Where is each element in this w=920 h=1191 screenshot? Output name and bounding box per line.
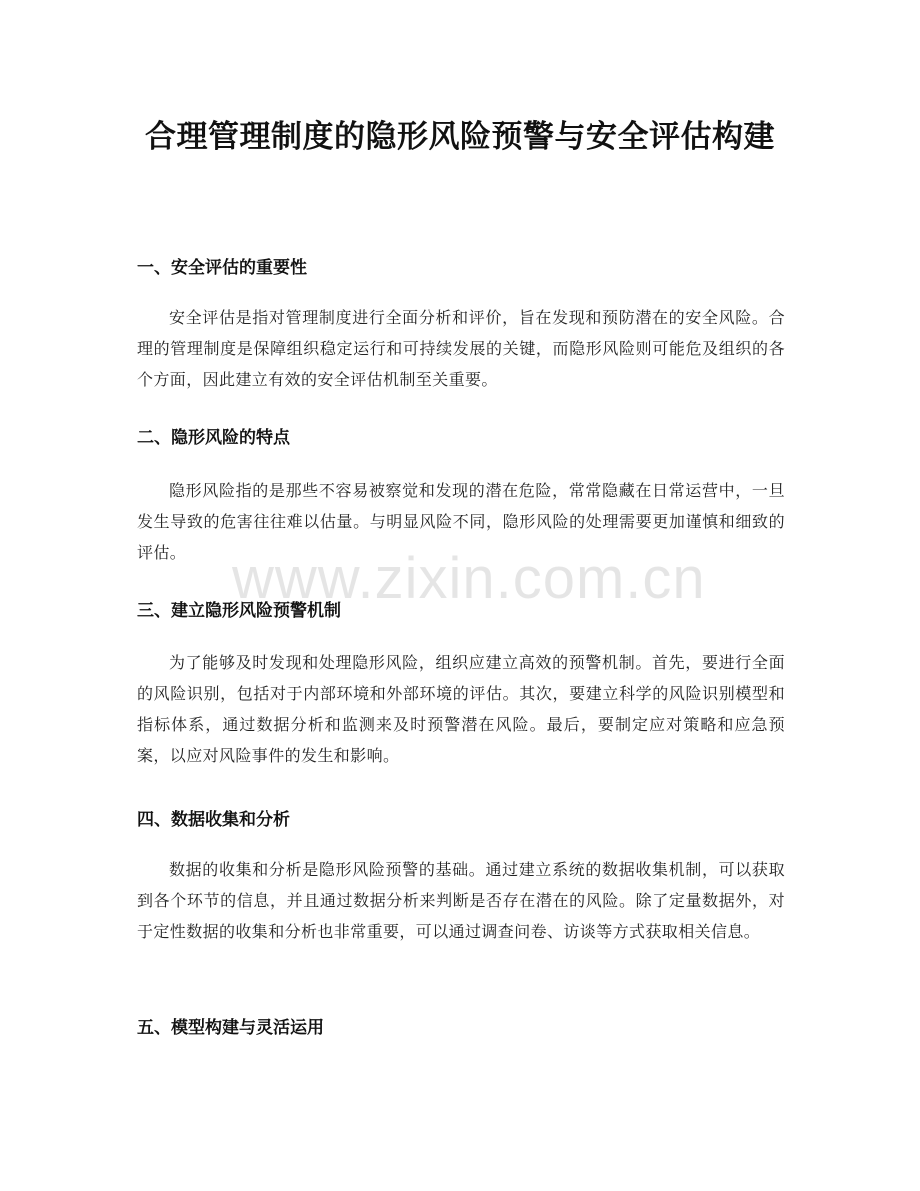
document-title: 合理管理制度的隐形风险预警与安全评估构建: [145, 119, 775, 155]
section-heading-5: 五、模型构建与灵活运用: [137, 1018, 324, 1038]
section-heading-1: 一、安全评估的重要性: [137, 258, 307, 278]
section-paragraph-4: 数据的收集和分析是隐形风险预警的基础。通过建立系统的数据收集机制，可以获取到各个环节的信息，并且通过数据分析来判断是否存在潜在的风险。除了定量数据外，对于定性数据的收集和分析也非常重要，可以通过调查问卷、访谈等方式获取相关信息。: [137, 860, 785, 941]
section-heading-3: 三、建立隐形风险预警机制: [137, 601, 341, 621]
section-heading-4: 四、数据收集和分析: [137, 810, 290, 830]
section-paragraph-2: 隐形风险指的是那些不容易被察觉和发现的潜在危险，常常隐藏在日常运营中，一旦发生导致的危害往往难以估量。与明显风险不同，隐形风险的处理需要更加谨慎和细致的评估。: [137, 481, 785, 562]
section-paragraph-3: 为了能够及时发现和处理隐形风险，组织应建立高效的预警机制。首先，要进行全面的风险识别，包括对于内部环境和外部环境的评估。其次，要建立科学的风险识别模型和指标体系，通过数据分析和监测来及时预警潜在风险。最后，要制定应对策略和应急预案，以应对风险事件的发生和影响。: [137, 653, 785, 765]
section-heading-2: 二、隐形风险的特点: [137, 428, 290, 448]
section-paragraph-1: 安全评估是指对管理制度进行全面分析和评价，旨在发现和预防潜在的安全风险。合理的管理制度是保障组织稳定运行和可持续发展的关键，而隐形风险则可能危及组织的各个方面，因此建立有效的安全评估机制至关重要。: [137, 308, 785, 389]
watermark: www.zixin.com.cn: [232, 546, 706, 611]
